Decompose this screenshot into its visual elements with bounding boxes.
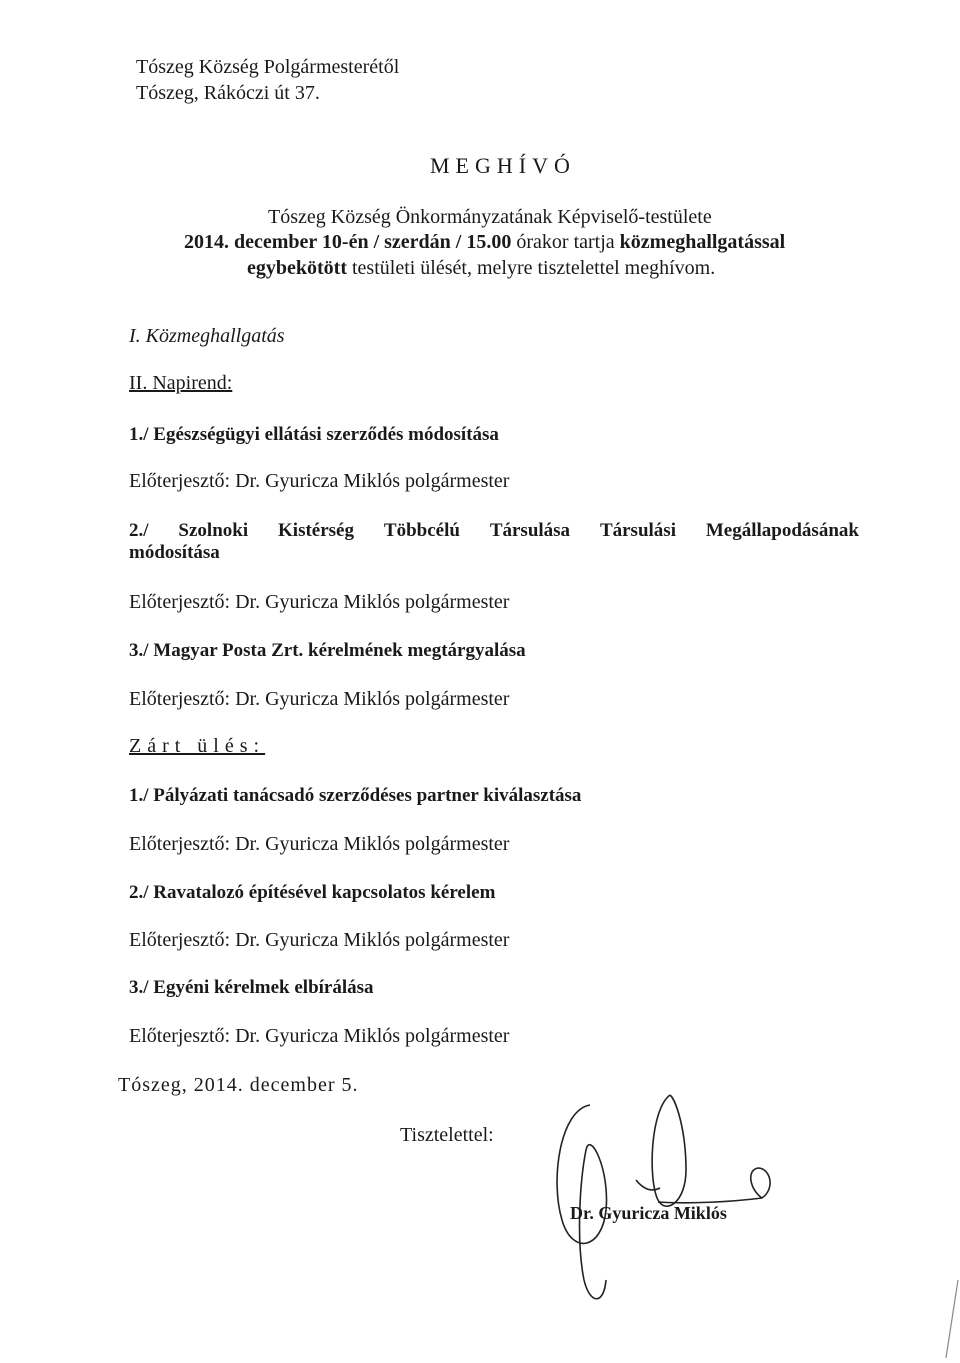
greeting: Tisztelettel:	[400, 1124, 494, 1146]
intro-line-3	[247, 257, 715, 280]
combined-word: egybekötött	[247, 257, 347, 279]
scan-edge-mark	[900, 1280, 960, 1358]
document-title: MEGHÍVÓ	[430, 153, 576, 178]
signatory-name: Dr. Gyuricza Miklós	[570, 1203, 727, 1223]
agenda-item-2-presenter: Előterjesztő: Dr. Gyuricza Miklós polgármester	[129, 591, 510, 613]
intro-line-3-text: testületi ülését, melyre tisztelettel meghívom.	[346, 257, 716, 279]
agenda-item-1-title: 1./ Egészségügyi ellátási szerződés módosítása	[129, 424, 499, 445]
agenda-item-3-presenter: Előterjesztő: Dr. Gyuricza Miklós polgármester	[129, 688, 510, 710]
place-and-date: Tószeg, 2014. december 5.	[118, 1074, 359, 1096]
agenda-item-2-word: 2./	[129, 520, 149, 541]
closed-item-1-presenter: Előterjesztő: Dr. Gyuricza Miklós polgármester	[129, 833, 510, 855]
intro-line-1: Tószeg Község Önkormányzatának Képviselő-testülete	[268, 206, 712, 228]
section-closed-session: Zárt ülés:	[129, 735, 266, 757]
agenda-item-2-word: Megállapodásának	[705, 520, 859, 541]
intro-line-2	[184, 231, 785, 254]
closed-item-2-presenter: Előterjesztő: Dr. Gyuricza Miklós polgármester	[129, 929, 510, 951]
agenda-item-2-word: Kistérség	[278, 520, 354, 541]
sender-address: Tószeg, Rákóczi út 37.	[136, 82, 320, 104]
closed-item-2-title: 2./ Ravatalozó építésével kapcsolatos kérelem	[129, 882, 496, 903]
meeting-date: 2014. december 10-én / szerdán / 15.00	[184, 231, 512, 253]
section-agenda: II. Napirend:	[129, 372, 233, 394]
agenda-item-2-word: Társulási	[599, 520, 676, 541]
public-hearing-word: közmeghallgatással	[619, 231, 786, 253]
sender-name: Tószeg Község Polgármesterétől	[136, 56, 400, 78]
agenda-item-2-word: Szolnoki	[178, 520, 249, 541]
intro-line-2-text: órakor tartja	[511, 231, 620, 253]
section-public-hearing: I. Közmeghallgatás	[129, 325, 285, 347]
agenda-item-2-title	[129, 520, 859, 542]
closed-item-1-title: 1./ Pályázati tanácsadó szerződéses partner kiválasztása	[129, 785, 582, 806]
agenda-item-3-title: 3./ Magyar Posta Zrt. kérelmének megtárgyalása	[129, 640, 526, 661]
agenda-item-2-word: Társulása	[489, 520, 571, 541]
agenda-item-2-word: Többcélú	[383, 520, 460, 541]
closed-item-3-presenter: Előterjesztő: Dr. Gyuricza Miklós polgármester	[129, 1025, 510, 1047]
agenda-item-1-presenter: Előterjesztő: Dr. Gyuricza Miklós polgármester	[129, 470, 510, 492]
agenda-item-2-title-line-2: módosítása	[129, 542, 220, 563]
closed-item-3-title: 3./ Egyéni kérelmek elbírálása	[129, 977, 374, 998]
